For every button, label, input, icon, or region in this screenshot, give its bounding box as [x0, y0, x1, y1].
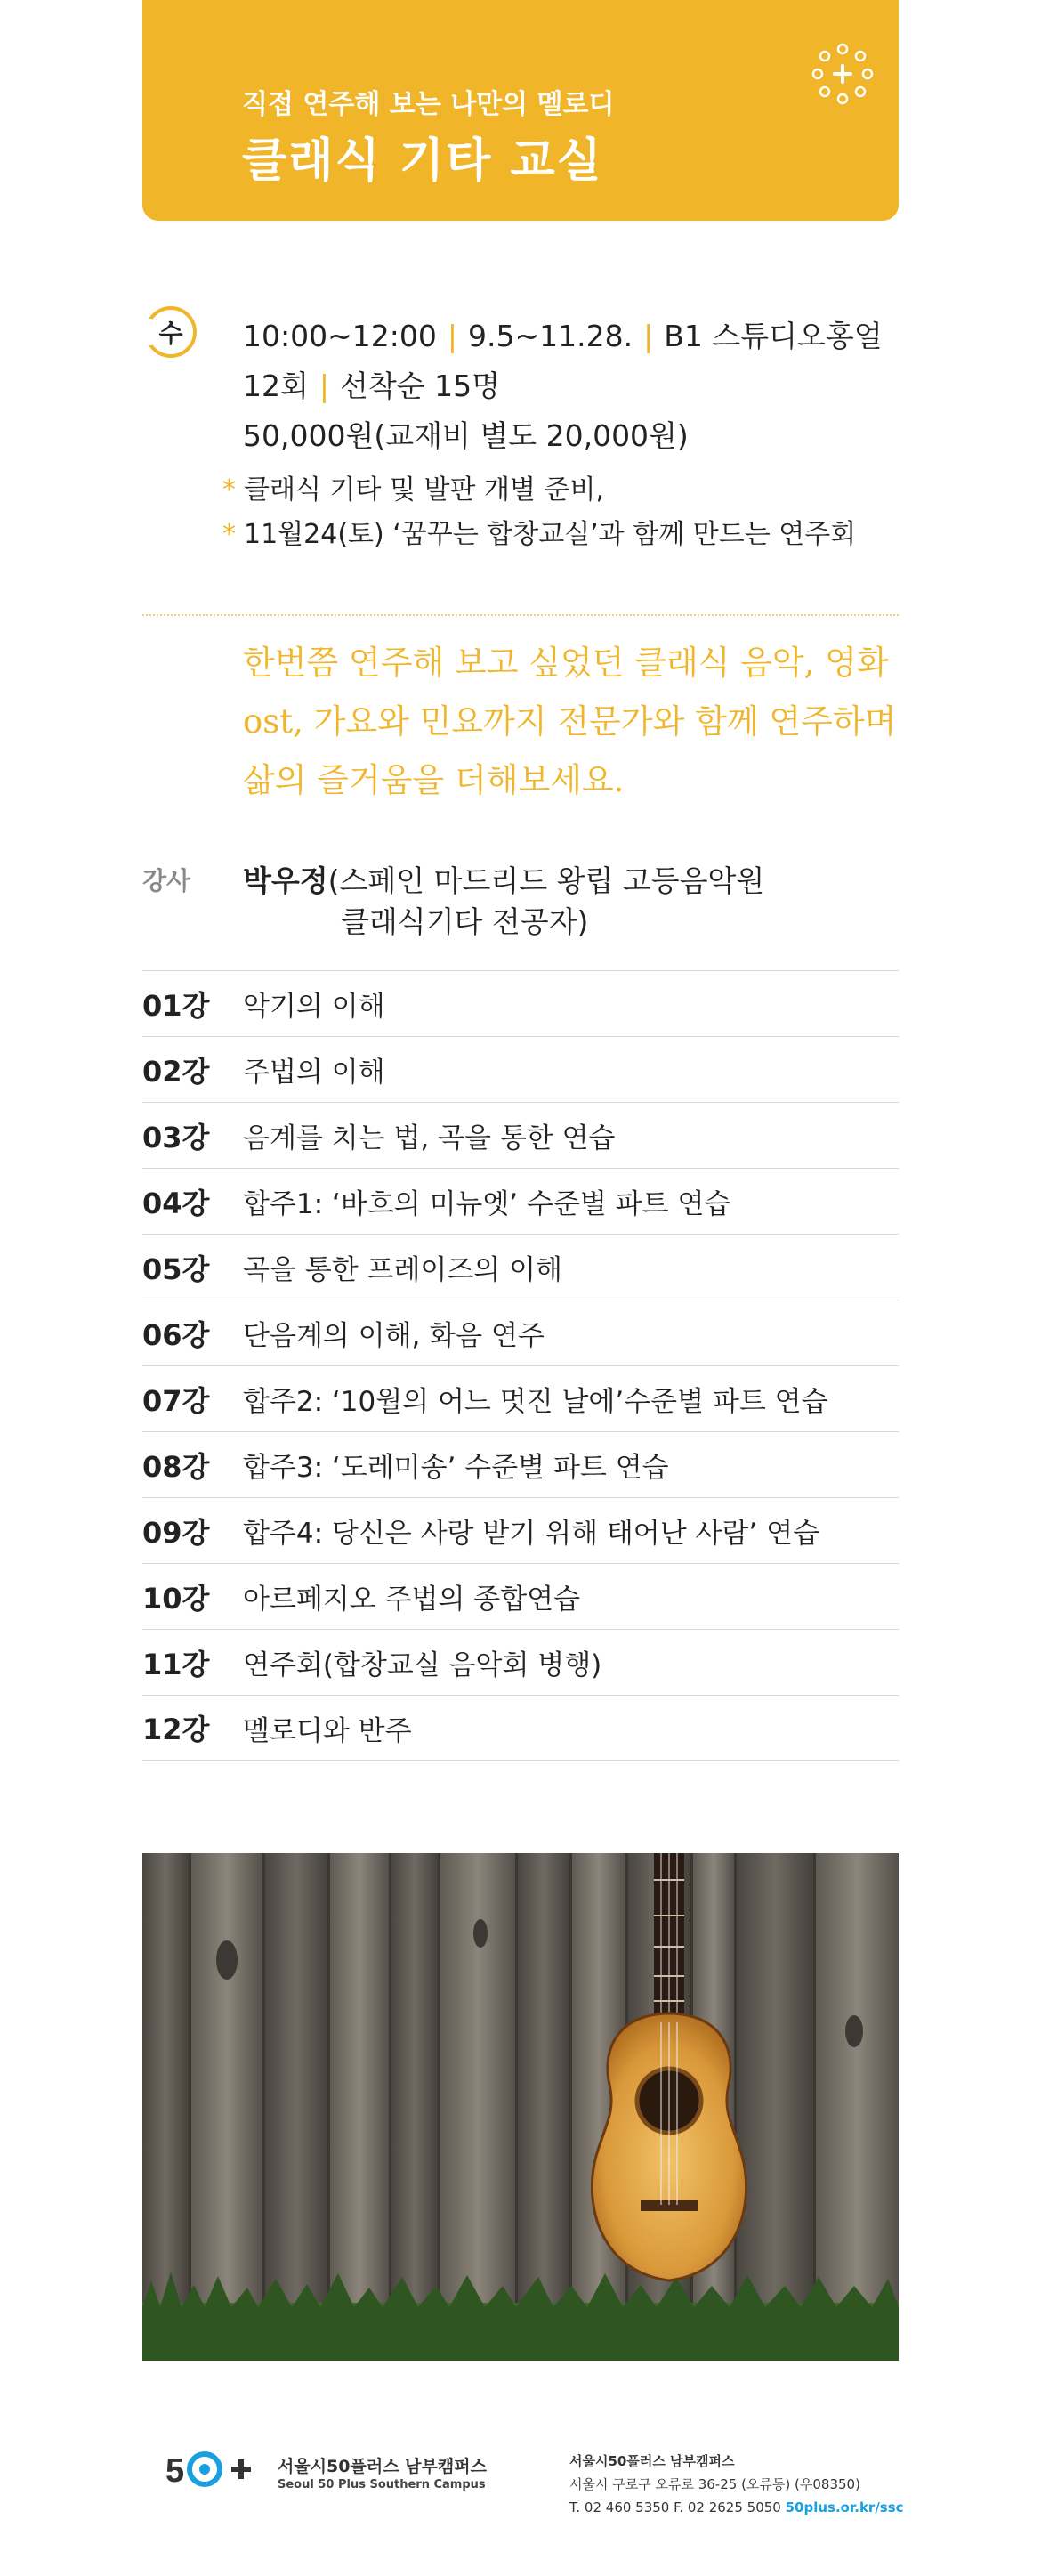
- lesson-num: 05강: [142, 1252, 210, 1286]
- instructor-name: 박우정: [243, 863, 328, 898]
- separator: |: [643, 319, 654, 353]
- lesson-num: 07강: [142, 1383, 210, 1418]
- lesson-num: 06강: [142, 1317, 210, 1352]
- lesson-num: 03강: [142, 1120, 210, 1154]
- svg-text:5: 5: [165, 2452, 185, 2490]
- note-text: 11월24(토) ‘꿈꾸는 합창교실’과 함께 만드는 연주회: [244, 519, 857, 550]
- note-marker: *: [222, 474, 236, 506]
- lesson-row: [142, 1629, 899, 1695]
- schedule-period: 9.5~11.28.: [467, 319, 633, 353]
- lesson-row: [142, 1300, 899, 1365]
- footer-phone: T. 02 460 5350 F. 02 2625 5050: [569, 2499, 781, 2515]
- lesson-title: 곡을 통한 프레이즈의 이해: [243, 1254, 562, 1286]
- footer-address: 서울시 구로구 오류로 36-25 (오류동) (우08350): [569, 2476, 860, 2492]
- lesson-title: 주법의 이해: [243, 1057, 385, 1089]
- lesson-num: 11강: [142, 1647, 210, 1681]
- lesson-title: 연주회(합창교실 음악회 병행): [243, 1649, 602, 1681]
- footer-info-title: 서울시50플러스 남부캠퍼스: [569, 2453, 735, 2469]
- dotted-divider: [142, 614, 899, 616]
- 50plus-logo-icon: [165, 2444, 263, 2494]
- footer-phone-line: [569, 2496, 904, 2519]
- lesson-row: [142, 1234, 899, 1300]
- lesson-title: 멜로디와 반주: [243, 1714, 412, 1747]
- lesson-title: 음계를 치는 법, 곡을 통한 연습: [243, 1122, 616, 1154]
- lesson-row: [142, 1695, 899, 1761]
- lesson-num: 02강: [142, 1054, 210, 1089]
- schedule-info: [243, 312, 883, 461]
- instructor-label: 강사: [142, 866, 191, 895]
- lesson-row: [142, 1563, 899, 1629]
- lesson-num: 08강: [142, 1449, 210, 1484]
- schedule-fee: 50,000원(교재비 별도 20,000원): [243, 418, 689, 453]
- banner-title: 클래식 기타 교실: [242, 134, 603, 188]
- footer-org-name: 서울시50플러스 남부캠퍼스: [278, 2457, 487, 2476]
- schedule-capacity: 선착순 15명: [340, 369, 500, 403]
- lesson-title: 합주3: ‘도레미송’ 수준별 파트 연습: [243, 1452, 669, 1484]
- guitar-photo: [142, 1853, 899, 2361]
- banner-subtitle: 직접 연주해 보는 나만의 멜로디: [242, 89, 615, 120]
- lesson-row: [142, 1497, 899, 1563]
- notes: [222, 468, 856, 557]
- lesson-row: [142, 1036, 899, 1102]
- schedule-room: B1 스튜디오홍얼: [664, 319, 883, 353]
- lesson-row: [142, 1168, 899, 1234]
- lesson-num: 10강: [142, 1581, 210, 1616]
- lesson-row: [142, 1365, 899, 1431]
- lesson-title: 합주2: ‘10월의 어느 멋진 날에’수준별 파트 연습: [243, 1386, 828, 1418]
- footer-contact: [569, 2450, 904, 2519]
- header-banner: [142, 0, 899, 221]
- lesson-list: [142, 970, 899, 1761]
- note-item: [222, 468, 856, 513]
- instructor-desc: (스페인 마드리드 왕립 고등음악원: [327, 863, 765, 898]
- separator: |: [319, 369, 329, 403]
- note-text: 클래식 기타 및 발판 개별 준비,: [244, 474, 604, 506]
- lesson-num: 09강: [142, 1515, 210, 1550]
- note-marker: *: [222, 519, 236, 550]
- fence-boards: [142, 1853, 899, 2361]
- lesson-num: 12강: [142, 1713, 210, 1746]
- intro-line: 삶의 즐거움을 더해보세요.: [243, 761, 625, 799]
- lesson-row: [142, 1102, 899, 1168]
- day-label: 수: [158, 319, 183, 348]
- lesson-title: 합주4: 당신은 사랑 받기 위해 태어난 사람’ 연습: [243, 1518, 820, 1550]
- lesson-title: 아르페지오 주법의 종합연습: [243, 1584, 581, 1616]
- lesson-num: 04강: [142, 1186, 210, 1220]
- schedule-sessions: 12회: [243, 369, 309, 403]
- lesson-title: 단음계의 이해, 화음 연주: [243, 1320, 545, 1352]
- footer-url-link[interactable]: 50plus.or.kr/ssc: [785, 2499, 904, 2515]
- intro-text: [243, 634, 901, 810]
- instructor-desc-cont: 클래식기타 전공자): [341, 904, 589, 939]
- lesson-title: 합주1: ‘바흐의 미뉴엣’ 수준별 파트 연습: [243, 1188, 731, 1220]
- plus-ring-logo-icon: [810, 41, 876, 107]
- schedule-line-1: [243, 312, 883, 361]
- intro-line: ost, 가요와 민요까지 전문가와 함께 연주하며: [243, 702, 897, 741]
- separator: |: [447, 319, 457, 353]
- schedule-time: 10:00~12:00: [243, 319, 437, 353]
- lesson-num: 01강: [142, 988, 210, 1023]
- instructor-line: [243, 858, 764, 900]
- lesson-row: [142, 1431, 899, 1497]
- note-item: [222, 513, 856, 557]
- footer-org-name-en: Seoul 50 Plus Southern Campus: [278, 2478, 486, 2491]
- lesson-title: 악기의 이해: [243, 991, 385, 1023]
- intro-line: 한번쯤 연주해 보고 싶었던 클래식 음악, 영화: [243, 644, 889, 682]
- schedule-line-2: [243, 361, 883, 411]
- lesson-row: [142, 970, 899, 1036]
- day-badge: [145, 306, 197, 358]
